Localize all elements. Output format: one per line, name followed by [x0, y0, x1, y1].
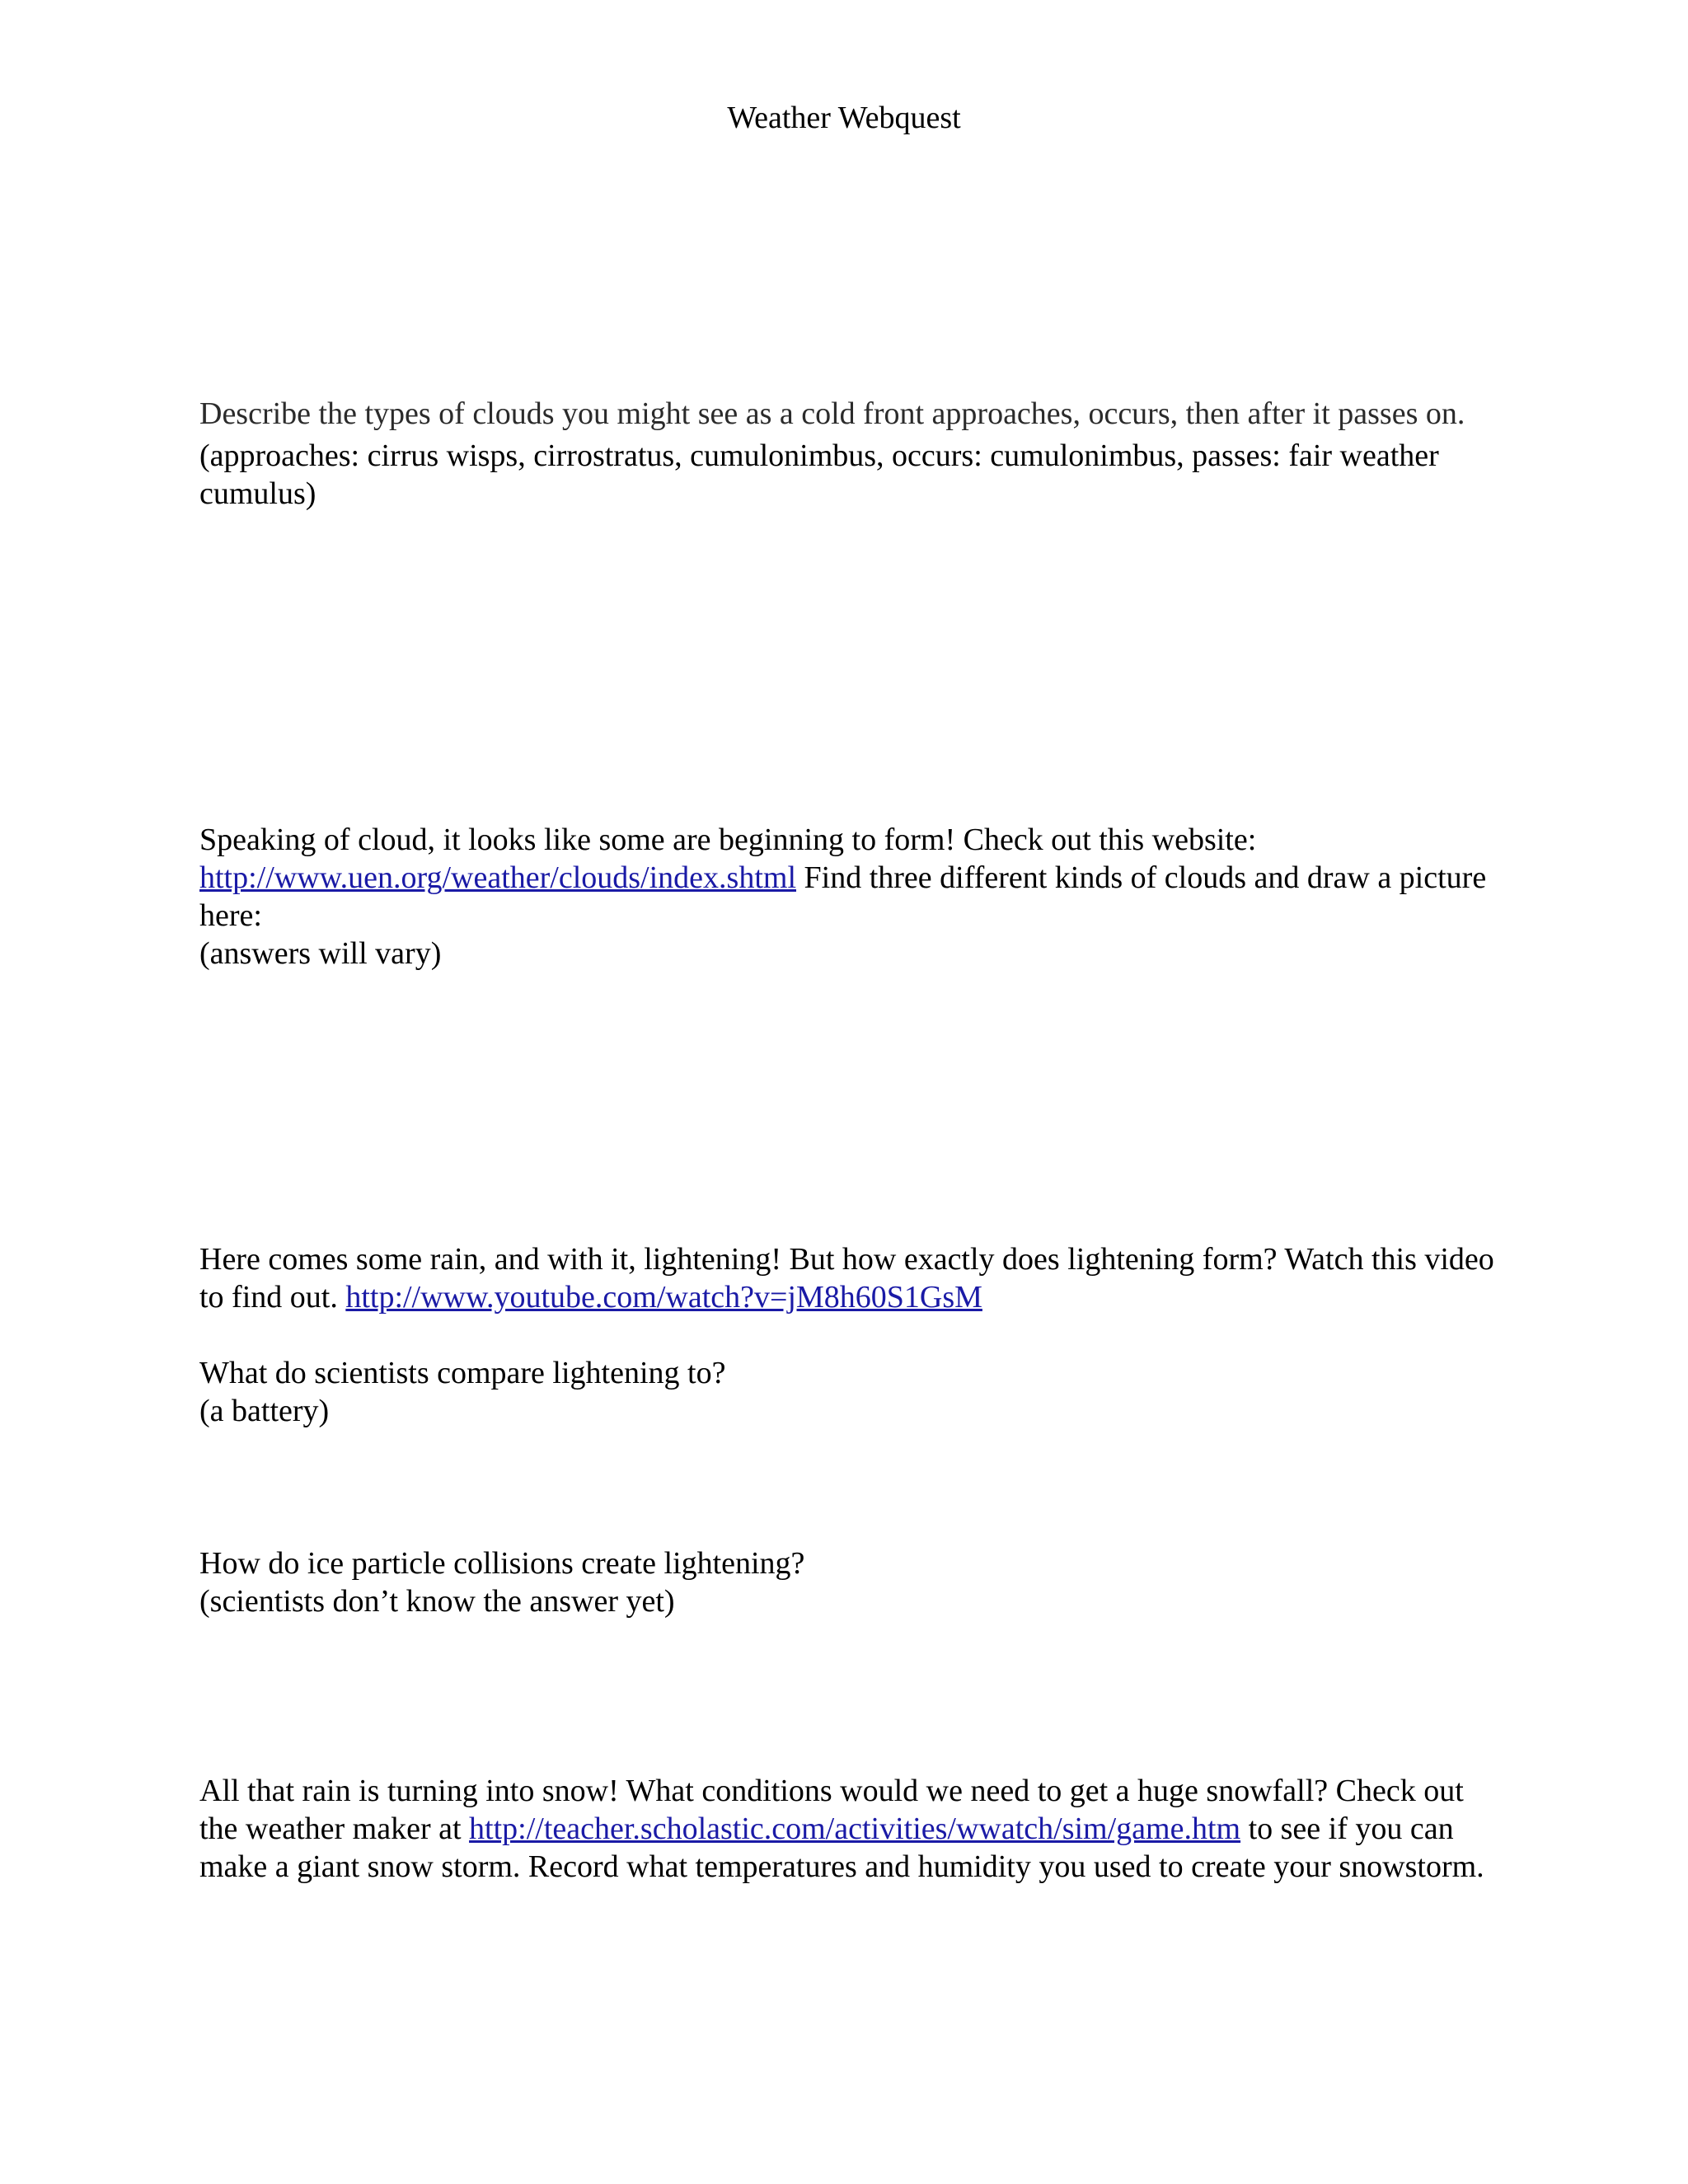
lightening-section: [199, 1240, 1502, 1430]
cloud-drawing-instructions: Find three different kinds of clouds and draw a picture here:: [199, 860, 1487, 933]
spacer: [199, 1316, 1502, 1354]
ice-collision-section: [199, 1544, 1502, 1620]
lightening-answer-1: (a battery): [199, 1394, 330, 1428]
youtube-video-link[interactable]: http://www.youtube.com/watch?v=jM8h60S1GsM: [345, 1280, 982, 1315]
cloud-drawing-intro: Speaking of cloud, it looks like some are beginning to form! Check out this website:: [199, 823, 1257, 857]
snow-intro: All that rain is turning into snow! What conditions would we need to get a huge snowfall? Check out the weather maker at: [199, 1774, 1464, 1846]
cold-front-section: [199, 391, 1502, 513]
document-title: Weather Webquest: [727, 101, 961, 135]
cold-front-question: Describe the types of clouds you might see as a cold front approaches, occurs, then after it passes on.: [199, 396, 1465, 431]
cloud-drawing-answer: (answers will vary): [199, 936, 442, 971]
snow-instructions: to see if you can make a giant snow storm. Record what temperatures and humidity you used to create your snowstorm.: [199, 1811, 1484, 1884]
lightening-answer-2: (scientists don’t know the answer yet): [199, 1584, 675, 1619]
lightening-prompt: [199, 1240, 1502, 1316]
cloud-drawing-prompt: [199, 821, 1502, 935]
lightening-intro: Here comes some rain, and with it, lightening! But how exactly does lightening form? Watch this video to find out.: [199, 1242, 1494, 1315]
scholastic-weather-maker-link[interactable]: http://teacher.scholastic.com/activities/wwatch/sim/game.htm: [469, 1811, 1241, 1846]
cloud-drawing-section: [199, 821, 1502, 972]
cold-front-answer: (approaches: cirrus wisps, cirrostratus, cumulonimbus, occurs: cumulonimbus, passes: fair weather cumulus): [199, 438, 1439, 511]
lightening-question-2: How do ice particle collisions create lightening?: [199, 1546, 805, 1581]
snow-section: [199, 1772, 1502, 1886]
uen-clouds-link[interactable]: http://www.uen.org/weather/clouds/index.shtml: [199, 860, 797, 895]
snow-prompt: [199, 1772, 1502, 1886]
lightening-question-1: What do scientists compare lightening to?: [199, 1356, 726, 1390]
